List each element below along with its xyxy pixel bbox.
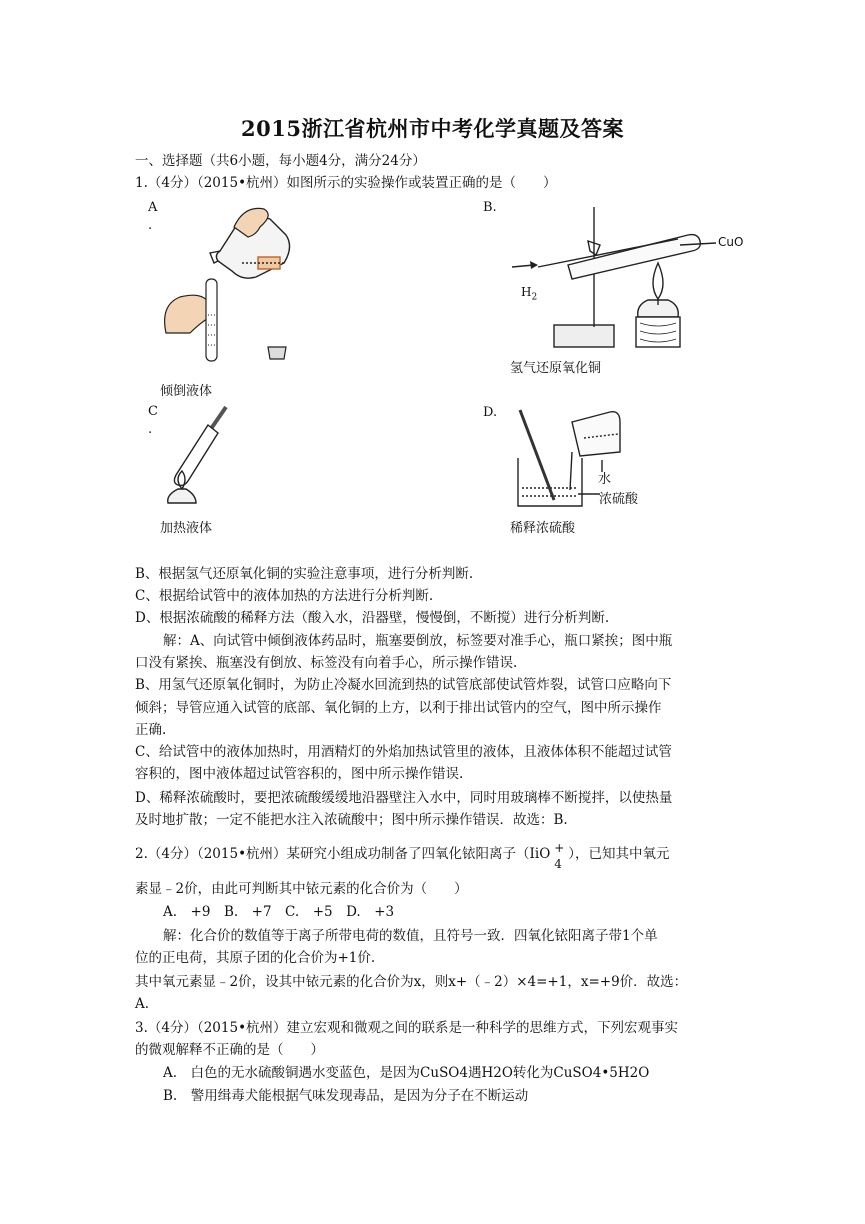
- q1-option-a-letter: A: [148, 200, 158, 215]
- q1-option-d-acid-label: 浓硫酸: [599, 492, 639, 507]
- q3-stem-line2: 的微观解释不正确的是（ ）: [135, 1042, 324, 1058]
- q2-stem-part-b: ），已知其中氧元: [568, 846, 670, 862]
- q2-solution-line: 解：化合价的数值等于离子所带电荷的数值，且符号一致．四氧化铱阳离子带1个单: [163, 928, 658, 944]
- q1-option-b-caption: 氢气还原氧化铜: [510, 361, 602, 376]
- q2-stem-line1: [135, 841, 670, 871]
- q1-option-a-dot: .: [148, 218, 153, 233]
- q2-ion-subscript: 4: [554, 857, 562, 871]
- q1-analysis-d: D、根据浓硫酸的稀释方法（酸入水，沿器壁，慢慢倒，不断搅）进行分析判断.: [135, 610, 610, 626]
- page-title: 2015浙江省杭州市中考化学真题及答案: [241, 116, 624, 141]
- q1-option-a-caption: 倾倒液体: [160, 384, 213, 399]
- q1-option-c-dot: .: [148, 422, 153, 437]
- q2-solution-line: A.: [135, 996, 150, 1012]
- q1-analysis-c: C、根据给试管中的液体加热的方法进行分析判断.: [135, 588, 434, 604]
- q1-option-b-h2-label: H: [521, 285, 532, 299]
- q3-option-a: A. 白色的无水硫酸铜遇水变蓝色，是因为CuSO4遇H2O转化为CuSO4•5H2O: [163, 1065, 650, 1081]
- q2-options: A. +9 B. +7 C. +5 D. +3: [163, 904, 395, 920]
- q1-option-b-h2-subscript: 2: [531, 292, 538, 303]
- q1-solution-line: 及时地扩散；一定不能把水注入浓硫酸中；图中所示操作错误．故选：B.: [135, 812, 568, 828]
- q1-solution-line: B、用氢气还原氧化铜时，为防止冷凝水回流到热的试管底部使试管炸裂，试管口应略向下: [135, 677, 672, 693]
- q1-option-d-letter: D.: [483, 405, 498, 420]
- q1-stem: 1.（4分）（2015•杭州）如图所示的实验操作或装置正确的是（ ）: [135, 175, 557, 191]
- q2-ion-charge: +: [554, 841, 565, 855]
- q1-solution-line: 倾斜；导管应通入试管的底部、氧化铜的上方，以利于排出试管内的空气，图中所示操作: [135, 700, 662, 716]
- q1-option-b-cuo-label: CuO: [718, 235, 744, 249]
- q2-stem-part-a: 2.（4分）（2015•杭州）某研究小组成功制备了四氧化铱阳离子（IiO: [135, 846, 551, 862]
- q3-stem-line1: 3.（4分）（2015•杭州）建立宏观和微观之间的联系是一种科学的思维方式，下列宏观事实: [135, 1020, 679, 1036]
- q1-option-b-letter: B.: [483, 200, 497, 215]
- q2-solution-line: 位的正电荷，其原子团的化合价为+1价.: [135, 950, 376, 966]
- q1-solution-line: 解：A、向试管中倾倒液体药品时，瓶塞要倒放，标签要对准手心，瓶口紧挨；图中瓶: [163, 633, 673, 649]
- hydrogen-reduction-figure: [508, 205, 748, 350]
- q1-solution-line: 口没有紧挨、瓶塞没有倒放、标签没有向着手心，所示操作错误.: [135, 655, 518, 671]
- q1-option-c-caption: 加热液体: [160, 521, 213, 536]
- pouring-liquid-figure: [160, 205, 310, 365]
- q1-option-c-letter: C: [148, 404, 158, 419]
- q1-solution-line: D、稀释浓硫酸时，要把浓硫酸缓缓地沿器壁注入水中，同时用玻璃棒不断搅拌，以使热量: [135, 790, 673, 806]
- heating-liquid-figure: [160, 405, 250, 510]
- q1-solution-line: C、给试管中的液体加热时，用酒精灯的外焰加热试管里的液体，且液体体积不能超过试管: [135, 744, 672, 760]
- section-heading: 一、选择题（共6小题，每小题4分，满分24分）: [135, 153, 426, 169]
- q1-option-d-caption: 稀释浓硫酸: [510, 521, 576, 536]
- q1-option-d-water-label: 水: [598, 472, 612, 487]
- q2-stem-line2: 素显﹣2价，由此可判断其中铱元素的化合价为（ ）: [135, 881, 468, 897]
- q3-option-b: B. 警用缉毒犬能根据气味发现毒品，是因为分子在不断运动: [163, 1088, 529, 1104]
- q1-solution-line: 正确.: [135, 722, 167, 738]
- q2-solution-line: 其中氧元素显﹣2价，设其中铱元素的化合价为x，则x+（﹣2）×4=+1，x=+9价．故选：: [135, 974, 688, 990]
- q1-analysis-b: B、根据氢气还原氧化铜的实验注意事项，进行分析判断.: [135, 566, 474, 582]
- q1-solution-line: 容积的，图中液体超过试管容积的，图中所示操作错误.: [135, 766, 464, 782]
